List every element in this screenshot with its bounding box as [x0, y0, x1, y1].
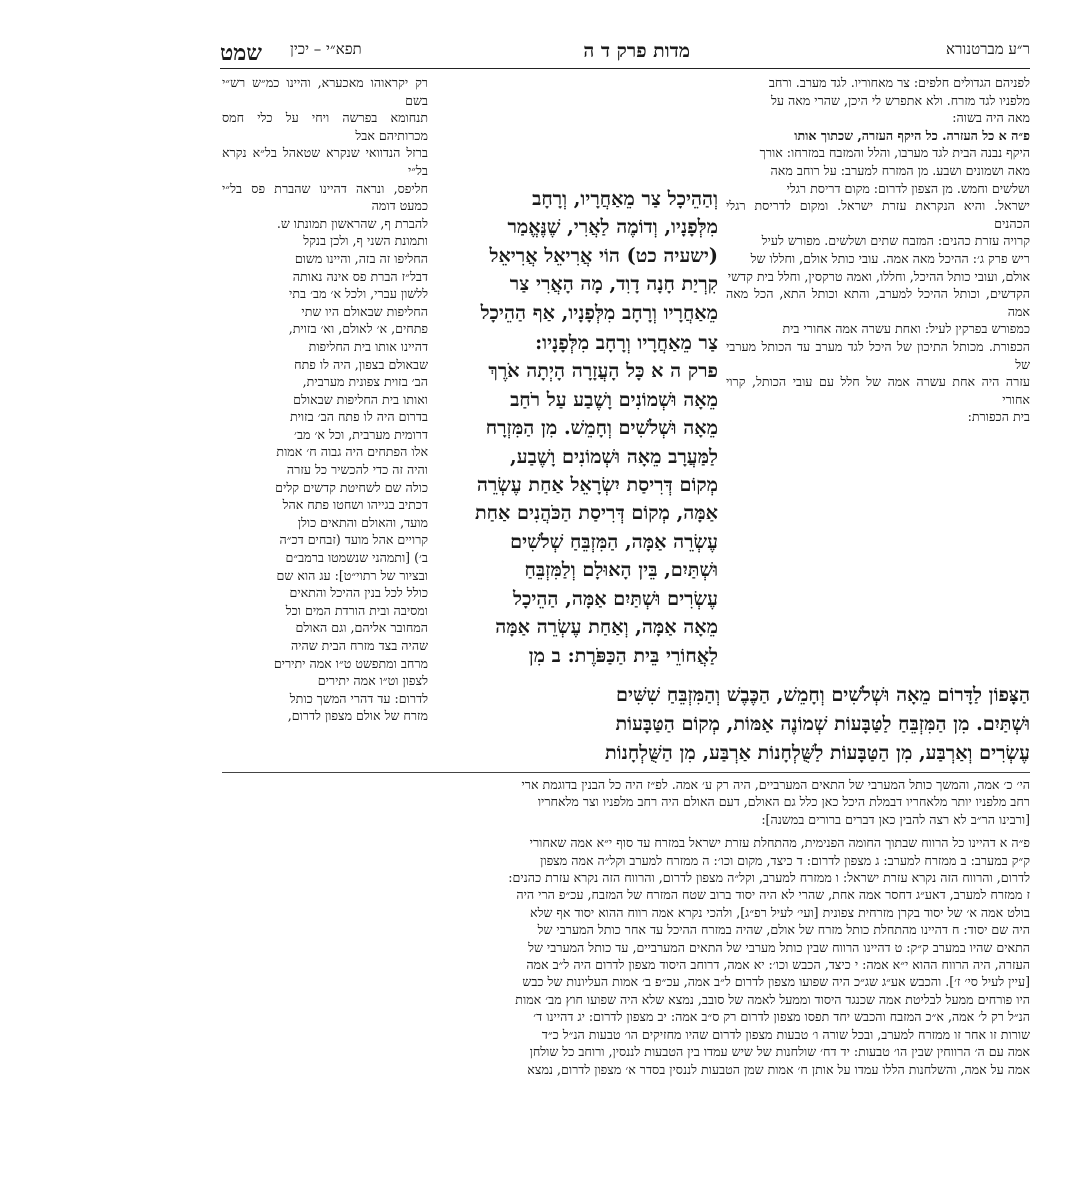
- commentary-line: והיה זה כדי להכשיר כל עזרה: [286, 462, 428, 478]
- commentary-line: החליפות שבאולם היו שתי: [301, 303, 428, 319]
- commentary-line: ותמונת השני ף, ולכן בנקל: [303, 233, 428, 249]
- commentary-line: ב׳) [ותמהני שנשמטו ברמב״ם: [285, 550, 428, 566]
- commentary-line: פ״ה א כל העזרה. כל היקף העזרה, שכתוך אותו: [794, 127, 1030, 143]
- mishna-line: עֶשְׂרֵה אַמָּה, הַמִּזְבֵּחַ שְׁלֹשִׁים: [510, 529, 718, 553]
- note-line: ק״ק במערב: ב ממזרח למערב: ג מצפון לדרום: ד כיצד, מקום וכו׳: ה ממזרח למערב וקל״ה אמה מצפון: [540, 852, 1030, 868]
- mishna-line: פרק ה א כָּל הָעֲזָרָה הָיְתָה אֹרֶךְ: [488, 359, 718, 383]
- commentary-line: קרויים אהל מועד (זבחים דכ״ה: [279, 532, 428, 548]
- mishna-line: מְקוֹם דְּרִיסַת יִשְׂרָאֵל אַחַת עֶשְׂרֵה: [476, 473, 718, 497]
- commentary-line: קרויה עזרת כהנים: המזבח שתים ושלשים. מפורש לעיל: [761, 233, 1030, 249]
- mishna-line: וּשְׁתַּיִם, בֵּין הָאוּלָם וְלַמִּזְבֵּחַ: [524, 558, 718, 582]
- note-line: הנ״ל רק ל׳ אמה, א״כ המזבח והכבש יחד תפסו מצפון לדרום רק ס״ב אמה: יב מצפון לדרום: יג דהיינו ד׳: [533, 1009, 1030, 1025]
- commentary-line: אלו הפתחים היה גבוה ח׳ אמות: [276, 444, 428, 460]
- commentary-line: כמפורש בפרקין לעיל: ואחת עשרה אמה אחורי בית: [782, 321, 1030, 337]
- commentary-line: פתחים, א׳ לאולם, וא׳ בזוית,: [288, 321, 428, 337]
- commentary-line: שהיה בצד מזרח הבית שהיה: [290, 638, 428, 653]
- note-line: פ״ה א דהיינו כל הרווח שבתוך החומה הפנימית, מהתחלת עזרת ישראל במזרח עד סוף י״א אמה שאחורי: [529, 835, 1030, 851]
- mishna-line: עֶשְׂרִים וְאַרְבַּע, מִן הַטַּבָּעוֹת לַשֻּׁלְחָנוֹת אַרְבַּע, מִן הַשֻּׁלְחָנוֹת: [604, 741, 1030, 764]
- header-right-title: ר״ע מברטנורא: [946, 40, 1030, 58]
- commentary-line: לצפון וט״ו אמה יתירים: [317, 673, 428, 689]
- header-rule: [220, 68, 1030, 69]
- commentary-line: ישראל. והיא הנקראת עזרת ישראל. ומקום לדריסת רגלי הכהנים: [726, 198, 1030, 231]
- mishna-line: מֵאָה אַמָּה, וְאַחַת עֶשְׂרֵה אַמָּה: [495, 615, 718, 639]
- commentary-line: דכתיב בגייהו ושחטו פתח אהל: [282, 497, 428, 513]
- note-line: הי׳ כ׳ אמה, והמשך כותל המערבי של התאים המערביים, היה רק ע׳ אמה. לפ״ז היה כל הבנין בדוגמת ארי: [521, 777, 1030, 792]
- commentary-line: בית הכפורת:: [967, 409, 1030, 425]
- commentary-line: כולל לכל בנין ההיכל והתאים: [289, 585, 428, 601]
- note-line: היה שם יסוד: ח דהיינו מהתחלת כותל מזרח של אולם, שהיה במזרח ההיכל עד אחר כותל המערבי של: [537, 922, 1030, 938]
- commentary-line: ובציור של רתוי״ט]: עג הוא שם: [276, 567, 428, 583]
- mishna-line: הַצָּפוֹן לַדָּרוֹם מֵאָה וּשְׁלֹשִׁים וְחָמֵשׁ, הַכֶּבֶשׁ וְהַמִּזְבֵּחַ שִׁשִּׁים: [616, 683, 1030, 706]
- mishna-line: וּשְׁתַּיִם. מִן הַמִּזְבֵּחַ לַטַּבָּעוֹת שְׁמוֹנֶה אַמּוֹת, מְקוֹם הַטַּבָּעוֹת: [615, 712, 1030, 735]
- note-line: רחב מלפניו יותר מלאחריו דבמלת היכל כאן כלל גם האולם, דעם האולם היה רחב מלפניו וצר מלאחריו: [537, 794, 1030, 810]
- header-commentary-title: תפא״י – יכין: [290, 40, 362, 58]
- commentary-line: ושלשים וחמש. מן הצפון לדרום: מקום דריסת רגלי: [786, 180, 1030, 196]
- note-line: התאים שהיו במערב ק״ק: ט דהיינו הרווח שבין כותל מערבי של התאים המערביים, עד כותל המערבי של: [528, 939, 1030, 955]
- header-center-title: מדות פרק ד ה: [583, 40, 690, 62]
- commentary-line: שבאולם בצפון, היה לו פתח: [294, 356, 428, 372]
- bottom-notes: [222, 776, 1030, 1078]
- commentary-line: דרומית מערבית, וכל א׳ מב׳: [294, 426, 428, 442]
- note-line: שורות זו אחר זו ממזרח למערב, ובכל שורה ו׳ טבעות מצפון לדרום שהיו מחזיקים הו׳ טבעות הנ״ל כ״ד: [541, 1026, 1030, 1042]
- commentary-line: מאה היה בשוה:: [952, 110, 1030, 126]
- note-line: אמה על אמה, והשלחנות הללו עמדו על אותן ח׳ אמות שמן הטבעות לננסין בסדר א׳ מצפון לדרום, נמצא: [527, 1061, 1030, 1077]
- commentary-line: מועד, והאולם והתאים כולן: [297, 514, 428, 530]
- commentary-line: המחובר אליהם, וגם האולם: [295, 620, 428, 636]
- commentary-line: עזרה היה אחת עשרה אמה של חלל עם עובי הכותל, קרוי אחורי: [726, 374, 1030, 407]
- mishna-line: מִלְּפָנָיו, וְדוֹמֶה לַאֲרִי, שֶׁנֶּאֱמַר: [507, 215, 718, 239]
- commentary-line: היקף נבנה הבית לגד מערבו, והלל והמזבח במזרחו: אורך: [759, 145, 1030, 161]
- mishna-line: צַר מֵאַחֲרָיו וְרָחָב מִלְּפָנָיו:: [535, 331, 718, 355]
- commentary-line: בדרום היה לו פתח הב׳ בזוית: [289, 409, 428, 425]
- note-line: אמה עם ה׳ הרווחין שבין הו׳ טבעות: יד דח׳ שולחנות של שיש עמדו בין הטבעות לננסין, ורוחב כל שולחן: [529, 1044, 1030, 1060]
- commentary-line: לדרום: עד דהרי המשך כותל: [289, 690, 428, 706]
- commentary-line: הקדשים, וכותל ההיכל למערב, והתא וכותל התא, הכל מאה אמה: [726, 286, 1030, 319]
- commentary-line: ללשון עברי, ולכל א׳ מב׳ בתי: [289, 286, 428, 302]
- commentary-line: מלפניו לגד מזרח. ולא אתפרש לי היכן, שהרי מאה על: [771, 92, 1030, 108]
- commentary-line: הב׳ בזוית צפונית מערבית,: [302, 374, 428, 390]
- mishna-text: [436, 185, 718, 670]
- note-line: בולט אמה א׳ של יסוד בקרן מזרחית צפונית [ועי׳ לעיל רפ״ג], ולהכי נקרא אמה רווח ההוא יסוד אף שלא: [530, 904, 1030, 920]
- page-header: [220, 40, 1030, 64]
- commentary-line: כולה שם לשחיטת קדשים קלים: [275, 479, 428, 495]
- commentary-line: אולם, ועובי כותל ההיכל, וחללו, ואמה טרקסין, וחלל בית קדשי: [727, 268, 1030, 284]
- commentary-line: תנחומא בפרשה ויחי על כלי חמס מכרותיהם אבל: [222, 110, 428, 143]
- commentary-line: החליפו זה בזה, והיינו משום: [294, 250, 428, 266]
- note-line: [עיין לעיל סי׳ ז׳]. והכבש אע״ג שג״כ היה שפועו מצפון לדרום ל״ב אמה, עכ״פ ב׳ אמות העליונות של כבש: [522, 974, 1030, 990]
- commentary-line: ריש פרק ג׳: ההיכל מאה אמה. עובי כותל אולם, וחללו של: [750, 250, 1030, 266]
- commentary-line: מזרח של אולם מצפון לדרום,: [287, 708, 428, 724]
- commentary-line: לפניהם הגדולים חלפים: צר מאחוריו. לגד מערב. ורחב: [768, 75, 1030, 90]
- mishna-line: וְהַהֵיכָל צַר מֵאַחֲרָיו, וְרָחָב: [532, 187, 718, 210]
- commentary-line: להברת ף, שהראשון תמונתו ש.: [276, 215, 428, 231]
- mishna-line: מֵאָה וּשְׁלֹשִׁים וְחָמֵשׁ. מִן הַמִּזְרָח: [485, 416, 718, 440]
- mishna-line: לַמַּעֲרָב מֵאָה וּשְׁמוֹנִים וָשֶׁבַע,: [510, 444, 718, 468]
- commentary-line: חליפס, ונראה דהיינו שהברת פס בל״י כמעט דומה: [222, 180, 428, 214]
- section-divider: [222, 772, 1030, 773]
- note-line: ז ממזרח למערב, דאע״ג דחסר אמה אחת, שהרי לא היה יסוד ברוב שטח המזרח של המזבח, עכ״פ הרי היה: [516, 887, 1030, 903]
- commentary-line: ואותו בית החליפות שבאולם: [293, 391, 428, 407]
- commentary-line: ברזל הנדוואי שנקרא שטאהל בל״א נקרא בל״י: [222, 145, 428, 178]
- commentary-line: מאה ושמונים ושבע. מן המזרח למערב: על רוחב מאה: [770, 162, 1030, 178]
- commentary-line: דבל״ז הברת פס אינה נאותה: [292, 268, 428, 284]
- commentary-line: דהיינו אותו בית החליפות: [308, 338, 428, 354]
- mishna-line: מֵאַחֲרָיו וְרָחָב מִלְּפָנָיו, אַף הַהֵיכָל: [480, 300, 718, 324]
- commentary-line: רק יקראוהו מאכערא, והיינו כמ״ש רש״י בשם: [222, 75, 428, 108]
- tiferet-yisrael-commentary: [222, 74, 428, 725]
- mishna-line: (ישעיה כט) הוֹי אֲרִיאֵל אֲרִיאֵל: [489, 243, 718, 267]
- commentary-line: ומסיבה ובית הורדת המים וכל: [285, 602, 428, 618]
- commentary-line: הכפורת. מכותל התיכון של היכל לגד מערב עד הכותל מערבי של: [726, 338, 1030, 372]
- mishna-line: אַמָּה, מְקוֹם דְּרִיסַת הַכֹּהֲנִים אַחַת: [474, 501, 718, 525]
- bartenura-commentary: [726, 74, 1030, 426]
- mishna-line: לַאֲחוֹרֵי בֵּית הַכַּפֹּרֶת: ב מִן: [528, 643, 718, 667]
- note-line: העזרה, היה הרווח ההוא י״א אמה: י כיצד, הכבש וכו׳: יא אמה, דרוחב היסוד מצפון לדרום היה ל״ב אמה: [526, 957, 1030, 973]
- mishna-line: קִרְיַת חָנָה דָוִד, מָה הָאֲרִי צַר: [509, 272, 718, 296]
- header-page-number: שמט: [220, 40, 262, 66]
- note-line: לדרום, והרווח הזה נקרא עזרת ישראל: ו ממזרח למערב, וקל״ה מצפון לדרום, והרווח הזה נקרא עזרת כהנים:: [508, 870, 1030, 886]
- note-line: היו פורחים ממעל לבליטת אמה שכנגד היסוד וממעל לאמה של סובב, נמצא שלא היה שפועו חוץ מב׳ אמות: [515, 991, 1030, 1007]
- note-line: [ורבינו הר״ב לא רצה להבין כאן דברים ברורים במשנה]:: [761, 811, 1030, 827]
- commentary-line: מרחב ומתפשט ט״ו אמה יתירים: [273, 655, 428, 671]
- mishna-line: עֶשְׂרִים וּשְׁתַּיִם אַמָּה, הַהֵיכָל: [513, 586, 718, 610]
- mishna-continuation: [434, 680, 1030, 767]
- mishna-line: מֵאָה וּשְׁמוֹנִים וָשֶׁבַע עַל רֹחַב: [510, 387, 718, 411]
